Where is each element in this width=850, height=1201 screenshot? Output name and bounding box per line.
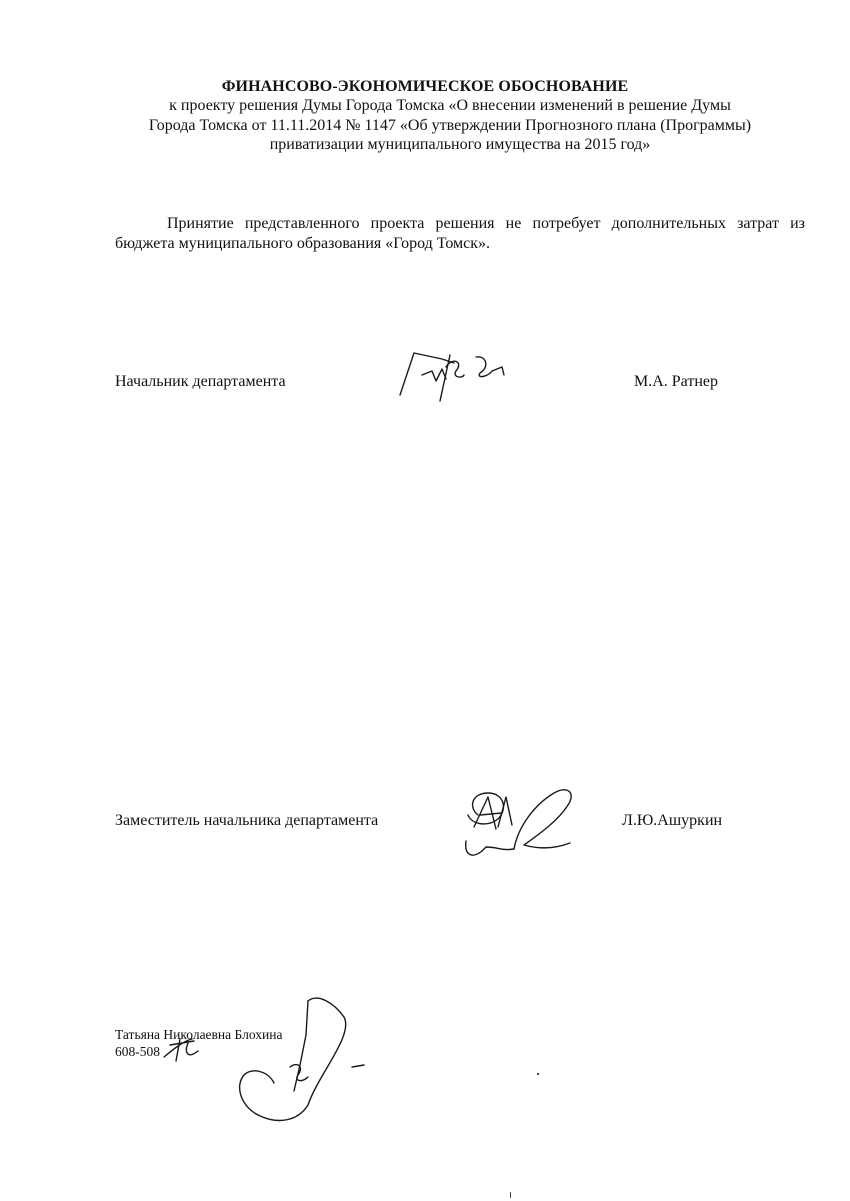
scan-speck [537, 1073, 539, 1075]
signatory-1-position: Начальник департамента [115, 373, 286, 390]
executor-name: Татьяна Николаевна Блохина [115, 1027, 283, 1042]
subtitle-line-2: Города Томска от 11.11.2014 № 1147 «Об утверждении Прогнозного плана (Программы) [148, 117, 752, 134]
body-paragraph [115, 214, 805, 254]
signatory-1-name: М.А. Ратнер [634, 373, 719, 390]
executor-phone: 608-508 [115, 1044, 160, 1059]
subtitle-line-1: к проекту решения Думы Города Томска «О внесении изменений в решение Думы [169, 97, 731, 114]
body-paragraph-line-2: бюджета муниципального образования «Город Томск». [115, 235, 491, 252]
scan-speck [510, 1192, 511, 1198]
document-title: ФИНАНСОВО-ЭКОНОМИЧЕСКОЕ ОБОСНОВАНИЕ [221, 78, 629, 95]
signature-2-icon [458, 785, 588, 865]
signatory-2-position: Заместитель начальника департамента [115, 812, 379, 829]
body-paragraph-line-1: Принятие представленного проекта решения не потребует дополнительных затрат из [167, 215, 805, 232]
signature-1-icon [392, 345, 517, 405]
executor-signature-icon [158, 995, 368, 1125]
signatory-2-name: Л.Ю.Ашуркин [622, 812, 723, 829]
subtitle-line-3: приватизации муниципального имущества на 2015 год» [269, 136, 651, 153]
